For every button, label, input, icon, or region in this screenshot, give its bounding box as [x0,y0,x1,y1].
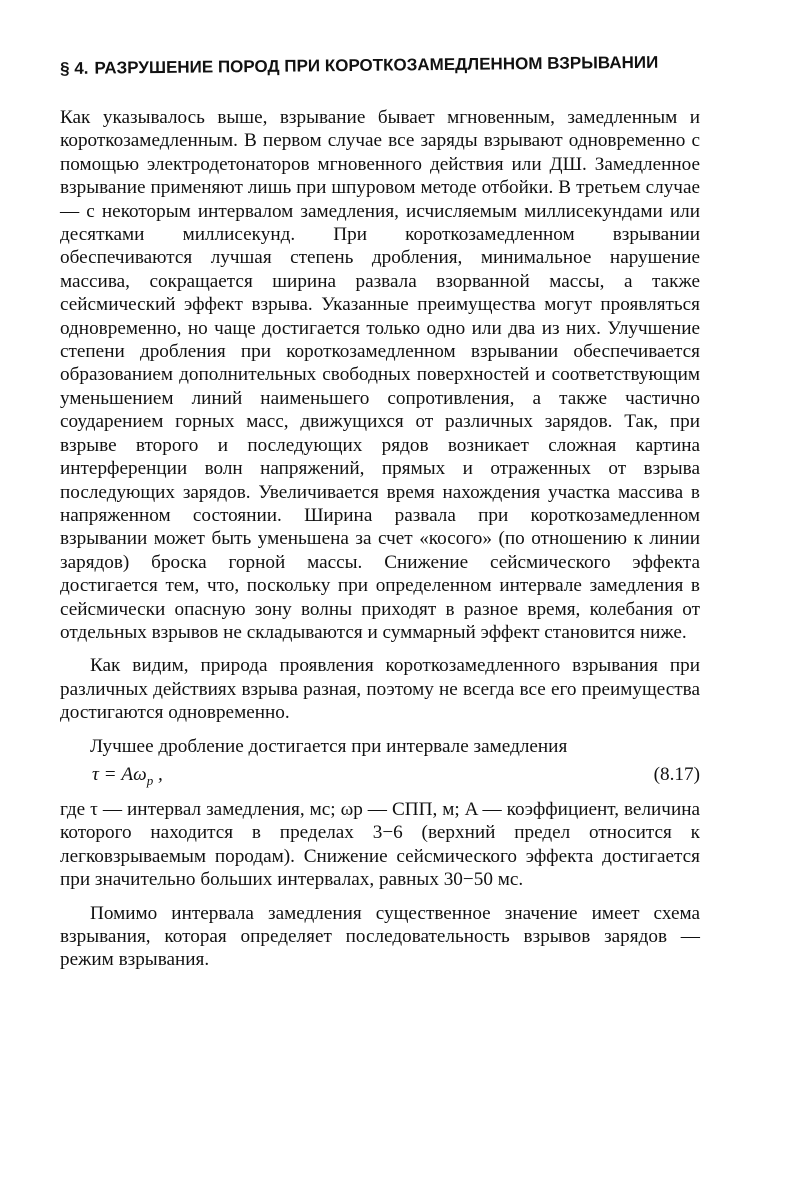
formula-subscript: p [146,772,154,788]
section-heading [60,51,700,80]
page [60,52,700,972]
section-number: § 4. [60,58,89,78]
paragraph-conclusion: Как видим, природа проявления короткозамедленного взрывания при различных действиях взрыва разная, поэтому не всегда все его преимущества достигаются одновременно. [60,655,700,724]
paragraph-final: Помимо интервала замедления существенное значение имеет схема взрывания, которая определяет последовательность взрывов зарядов — режим взрывания. [60,902,700,971]
paragraph-formula-legend: где τ — интервал замедления, мс; ωp — СПП, м; A — коэффициент, величина которого находится в пределах 3−6 (верхний предел относится к легковзрываемым породам). Снижение сейсмического эффекта достигается при значительно больших интервалах, равных 30−50 мс. [60,798,700,891]
formula-row [60,760,700,790]
body-text [60,106,700,972]
formula-expression [92,760,163,796]
paragraph-intro: Как указывалось выше, взрывание бывает мгновенным, замедленным и короткозамедленным. В первом случае все заряды взрывают одновременно с помощью электродетонаторов мгновенного действия или ДШ. Замедленное взрывание применяют лишь при шпуровом методе отбойки. В третьем случае — с некоторым интервалом замедления, исчисляемым миллисекундами или десятками миллисекунд. При короткозамедленном взрывании обеспечиваются лучшая степень дробления, минимальное нарушение массива, сокращается ширина развала взорванной массы, а также сейсмический эффект взрыва. Указанные преимущества могут проявляться одновременно, но чаще достигается только одно или два из них. Улучшение степени дробления при короткозамедленном взрывании обеспечивается образованием дополнительных свободных поверхностей и соответствующим уменьшением линий наименьшего сопротивления, а также частично соударением горных масс, движущихся от различных зарядов. Так, при взрыве второго и последующих рядов возникает сложная картина интерференции волн напряжений, прямых и отраженных от взрыва последующих зарядов. Увеличивается время нахождения участка массива в напряженном состоянии. Ширина развала при короткозамедленном взрывании может быть уменьшена за счет «косого» (по отношению к линии зарядов) броска горной массы. Снижение сейсмического эффекта достигается тем, что, поскольку при определенном интервале замедления в сейсмически опасную зону волны приходят в разное время, колебания от отдельных взрывов не складываются и суммарный эффект становится ниже. [60,107,700,643]
paragraph-formula-lead: Лучшее дробление достигается при интервале замедления [90,735,568,757]
formula-tail: , [153,763,163,785]
formula-lhs: τ = Aω [92,763,147,785]
formula-number: (8.17) [653,763,700,785]
section-title: РАЗРУШЕНИЕ ПОРОД ПРИ КОРОТКОЗАМЕДЛЕННОМ ВЗРЫВАНИИ [94,52,659,78]
